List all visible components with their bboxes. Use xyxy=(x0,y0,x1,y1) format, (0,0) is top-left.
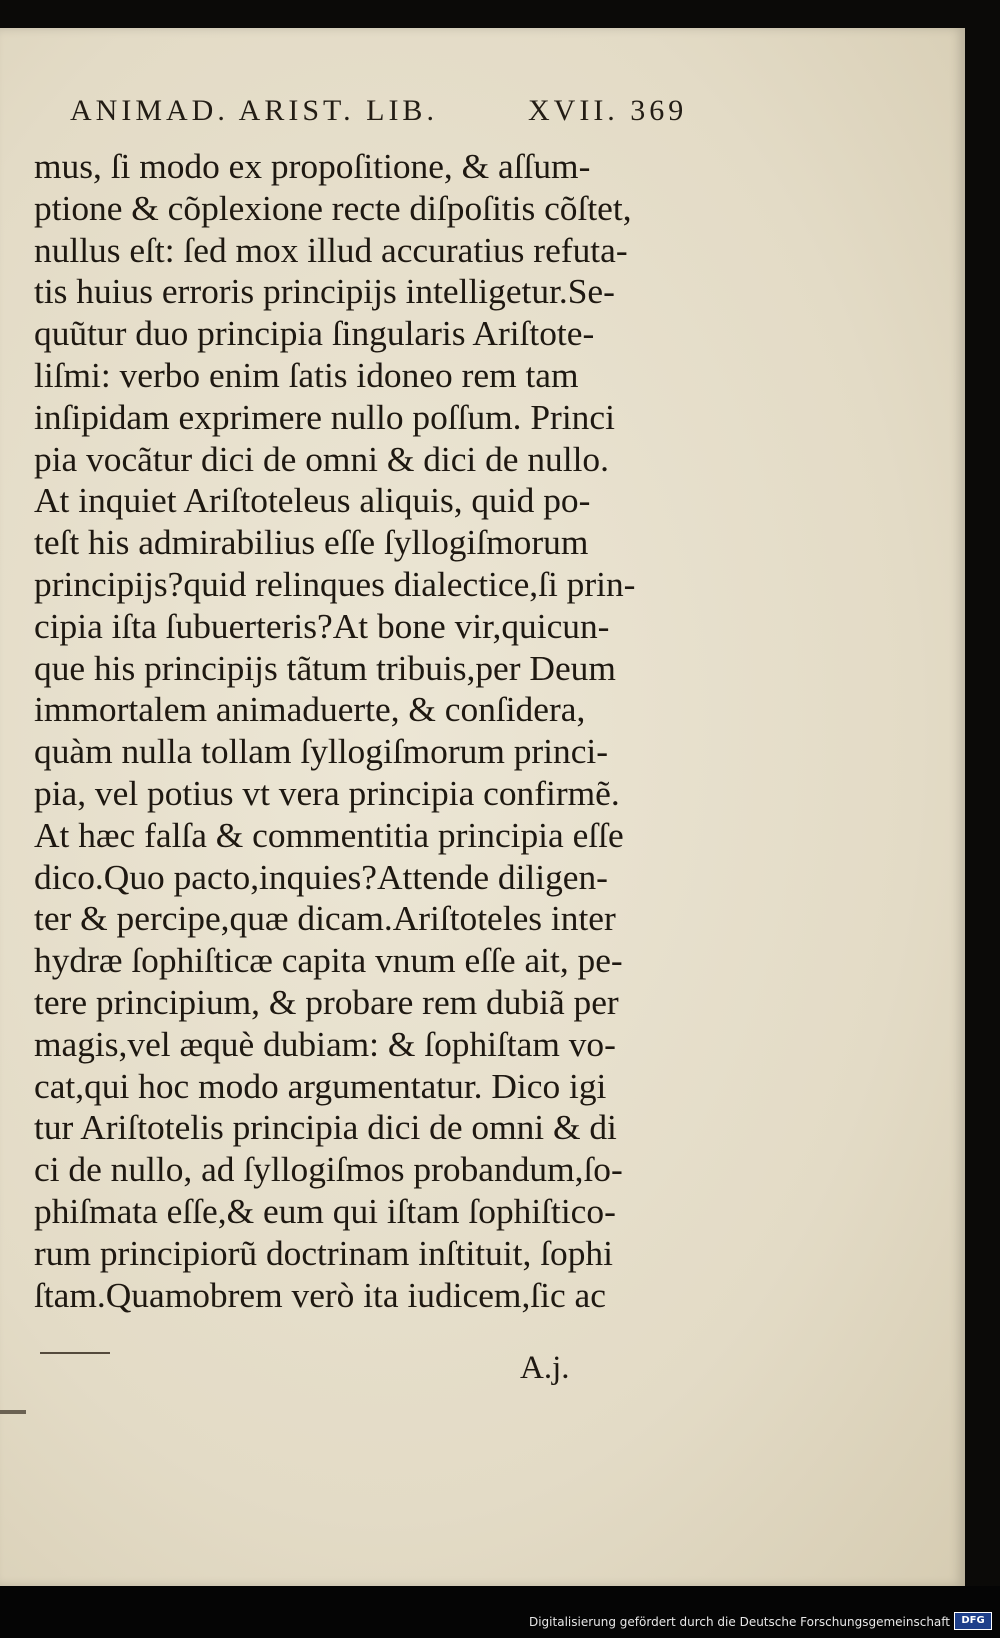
text-line: principijs?quid relinques dialectice,ſi prin- xyxy=(34,563,636,604)
running-head xyxy=(60,88,720,138)
text-line: immortalem animaduerte, & conſidera, xyxy=(34,689,586,730)
text-line: tur Ariſtotelis principia dici de omni & di xyxy=(34,1107,617,1148)
signature-mark: A.j. xyxy=(520,1350,570,1386)
text-line: ptione & cõplexione recte diſpoſitis cõſtet, xyxy=(34,187,632,228)
text-line: pia, vel potius vt vera principia confirmẽ. xyxy=(34,772,620,813)
text-line: cat,qui hoc modo argumentatur. Dico igi xyxy=(34,1065,607,1106)
text-line: At inquiet Ariſtoteleus aliquis, quid po- xyxy=(34,480,591,521)
text-line: phiſmata eſſe,& eum qui iſtam ſophiſtico- xyxy=(34,1190,616,1231)
text-line: ter & percipe,quæ dicam.Ariſtoteles inter xyxy=(34,898,616,939)
text-line: ci de nullo, ad ſyllogiſmos probandum,ſo- xyxy=(34,1149,623,1190)
body-text xyxy=(34,146,734,1316)
footer-bar xyxy=(0,1586,1000,1638)
dfg-logo: DFG xyxy=(954,1612,992,1630)
margin-ink-blot xyxy=(0,1410,26,1414)
text-line: rum principiorũ doctrinam inſtituit, ſophi xyxy=(34,1232,613,1273)
text-line: pia vocãtur dici de omni & dici de nullo. xyxy=(34,438,609,479)
text-line: nullus eſt: ſed mox illud accuratius refuta- xyxy=(34,229,628,270)
running-head-page-number: XVII. 369 xyxy=(528,94,688,127)
text-line: At hæc falſa & commentitia principia eſſe xyxy=(34,814,624,855)
text-line: dico.Quo pacto,inquies?Attende diligen- xyxy=(34,856,608,897)
text-line: inſipidam exprimere nullo poſſum. Princi xyxy=(34,396,615,437)
digitization-credit: Digitalisierung gefördert durch die Deutsche Forschungsgemeinschaft xyxy=(528,1615,950,1629)
text-line: tis huius erroris principijs intelligetur.Se- xyxy=(34,271,615,312)
text-line: quũtur duo principia ſingularis Ariſtote- xyxy=(34,313,595,354)
text-line: ſtam.Quamobrem verò ita iudicem,ſic ac xyxy=(34,1274,606,1315)
text-line: magis,vel æquè dubiam: & ſophiſtam vo- xyxy=(34,1023,616,1064)
text-line: que his principijs tãtum tribuis,per Deum xyxy=(34,647,616,688)
running-head-title: ANIMAD. ARIST. LIB. xyxy=(70,94,438,127)
text-line: mus, ſi modo ex propoſitione, & aſſum- xyxy=(34,146,591,186)
text-line: liſmi: verbo enim ſatis idoneo rem tam xyxy=(34,354,579,395)
catchword-rule xyxy=(40,1352,110,1354)
text-line: teſt his admirabilius eſſe ſyllogiſmorum xyxy=(34,522,589,563)
text-line: quàm nulla tollam ſyllogiſmorum princi- xyxy=(34,731,609,772)
book-page xyxy=(0,28,965,1586)
text-line: tere principium, & probare rem dubiã per xyxy=(34,981,619,1022)
text-line: hydræ ſophiſticæ capita vnum eſſe ait, pe- xyxy=(34,940,623,981)
text-line: cipia iſta ſubuerteris?At bone vir,quicun- xyxy=(34,605,610,646)
